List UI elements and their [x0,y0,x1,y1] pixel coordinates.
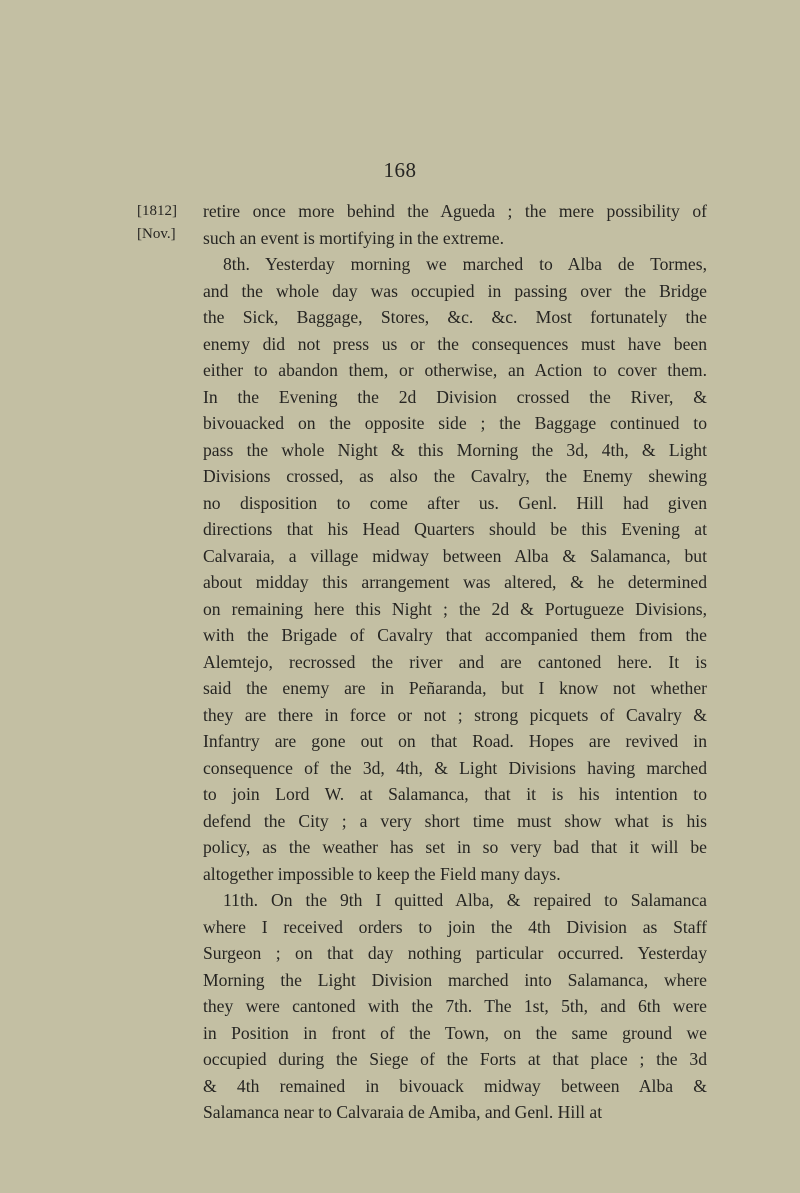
text-line: Alemtejo, recrossed the river and are cantoned here. It is [203,651,707,672]
text-line: such an event is mortifying in the extreme. [203,227,504,248]
text-line: enemy did not press us or the consequences must have been [203,333,707,354]
text-line: altogether impossible to keep the Field many days. [203,863,561,884]
text-line: directions that his Head Quarters should be this Evening at [203,519,707,539]
body-text [203,198,707,1126]
text-line: to join Lord W. at Salamanca, that it is his intention to [203,784,707,804]
text-line: consequence of the 3d, 4th, & Light Divisions having marched [203,757,707,778]
text-line: about midday this arrangement was altered, & he determined [203,572,707,592]
paragraph [203,251,707,887]
text-line: 11th. On the 9th I quitted Alba, & repaired to Salamanca [223,890,707,910]
text-line: either to abandon them, or otherwise, an Action to cover them. [203,360,707,380]
paragraph [203,887,707,1126]
text-line: retire once more behind the Agueda ; the mere possibility of [203,201,707,221]
text-line: with the Brigade of Cavalry that accompanied them from the [203,625,707,645]
text-line: Infantry are gone out on that Road. Hopes are revived in [203,731,707,751]
margin-notes [137,200,177,246]
text-line: & 4th remained in bivouack midway between Alba & [203,1075,707,1096]
text-line: defend the City ; a very short time must show what is his [203,810,707,831]
text-line: and the whole day was occupied in passing over the Bridge [203,280,707,301]
text-line: they were cantoned with the 7th. The 1st, 5th, and 6th were [203,996,707,1016]
text-line: Salamanca near to Calvaraia de Amiba, and Genl. Hill at [203,1102,603,1122]
text-line: Calvaraia, a village midway between Alba & Salamanca, but [203,545,707,566]
text-line: 8th. Yesterday morning we marched to Alba de Tormes, [223,254,707,274]
text-line: In the Evening the 2d Division crossed the River, & [203,386,707,407]
text-line: Divisions crossed, as also the Cavalry, the Enemy shewing [203,466,707,486]
text-line: they are there in force or not ; strong picquets of Cavalry & [203,704,707,725]
paragraph [203,198,707,251]
margin-note-year: [1812] [137,203,177,219]
text-line: where I received orders to join the 4th Division as Staff [203,916,707,937]
text-line: the Sick, Baggage, Stores, &c. &c. Most fortunately the [203,307,707,327]
text-line: policy, as the weather has set in so very bad that it will be [203,837,707,857]
text-line: Surgeon ; on that day nothing particular occurred. Yesterday [203,943,707,963]
margin-note-month: [Nov.] [137,226,176,242]
text-line: pass the whole Night & this Morning the 3d, 4th, & Light [203,439,707,460]
text-line: no disposition to come after us. Genl. Hill had given [203,492,707,513]
text-line: said the enemy are in Peñaranda, but I know not whether [203,678,707,698]
text-line: occupied during the Siege of the Forts at that place ; the 3d [203,1049,707,1069]
text-line: in Position in front of the Town, on the same ground we [203,1022,707,1043]
text-line: Morning the Light Division marched into Salamanca, where [203,969,707,990]
text-line: bivouacked on the opposite side ; the Baggage continued to [203,413,707,433]
page-number: 168 [383,158,417,182]
text-line: on remaining here this Night ; the 2d & Portugueze Divisions, [203,598,707,619]
